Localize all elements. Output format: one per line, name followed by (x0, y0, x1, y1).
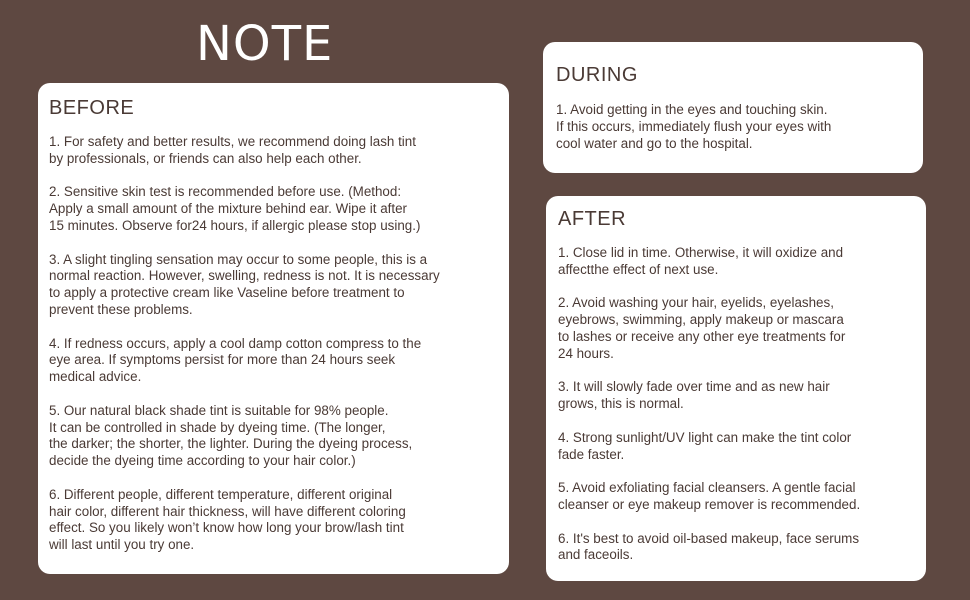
during-heading: DURING (556, 64, 638, 86)
before-item-4: 4. If redness occurs, apply a cool damp cotton compress to the eye area. If symptoms persist for more than 24 hours seek medical advice. (49, 335, 422, 385)
after-item-6: 6. It's best to avoid oil-based makeup, face serums and faceoils. (558, 530, 860, 563)
after-item-2: 2. Avoid washing your hair, eyelids, eyelashes, eyebrows, swimming, apply makeup or mascara to lashes or receive any other eye treatments for 24 hours. (558, 295, 846, 361)
after-item-3: 3. It will slowly fade over time and as new hair grows, this is normal. (558, 379, 830, 412)
before-item-5: 5. Our natural black shade tint is suitable for 98% people. It can be controlled in shade by dyeing time. (The longer, the darker; the shorter, the lighter. During the dyeing process, decide the dyeing time according to your hair color.) (49, 402, 413, 469)
after-card (546, 196, 926, 581)
after-item-1: 1. Close lid in time. Otherwise, it will oxidize and affectthe effect of next use. (558, 245, 844, 277)
before-item-6: 6. Different people, different temperature, different original hair color, different hair thickness, will have different coloring effect. So you likely won’t know how long your brow/lash tint will last until you try one. (49, 486, 406, 553)
after-item-4: 4. Strong sunlight/UV light can make the tint color fade faster. (558, 429, 852, 462)
after-item-5: 5. Avoid exfoliating facial cleansers. A gentle facial cleanser or eye makeup remover is recommended. (558, 480, 861, 512)
before-card (38, 83, 509, 574)
before-item-2: 2. Sensitive skin test is recommended before use. (Method: Apply a small amount of the mixture behind ear. Wipe it after 15 minutes. Observe for24 hours, if allergic please stop using.) (49, 184, 421, 233)
before-item-3: 3. A slight tingling sensation may occur to some people, this is a normal reaction. However, swelling, redness is not. It is necessary to apply a protective cream like Vaseline before treatment to prevent these problems. (49, 251, 440, 317)
during-card (543, 42, 923, 173)
before-heading: BEFORE (49, 97, 135, 119)
after-heading: AFTER (558, 208, 627, 230)
page-title: NOTE (196, 16, 334, 72)
during-item-1: 1. Avoid getting in the eyes and touching skin. If this occurs, immediately flush your eyes with cool water and go to the hospital. (556, 102, 832, 151)
before-item-1: 1. For safety and better results, we recommend doing lash tint by professionals, or friends can also help each other. (49, 134, 416, 166)
